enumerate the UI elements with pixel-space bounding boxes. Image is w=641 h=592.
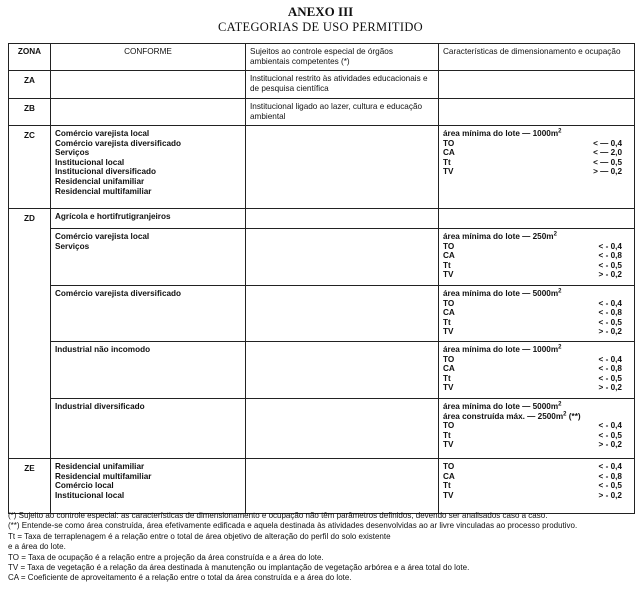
caracteristica-value: < - 0,8 [598,364,622,374]
caracteristica-value: > - 0,2 [598,383,622,393]
table-row [9,99,635,126]
caracteristica-value [622,345,630,355]
caracteristica-value: > - 0,2 [598,440,622,450]
caracteristica-label: CA [443,364,455,374]
footnotes [8,511,638,584]
caracteristica-label: TO [443,241,455,251]
footnote: (**) Entende-se como área construída, área efetivamente edificada e aquela destinada às atividades desenvolvidas ao ar livre vinculadas ao processo produtivo. [8,521,578,531]
conforme-item: Serviços [55,241,90,251]
caracteristica-label: CA [443,308,455,318]
conforme-item: Comércio local [55,481,114,491]
caracteristica-label: CA [443,471,455,481]
caracteristica-line [443,242,630,252]
annex-subtitle: CATEGORIAS DE USO PERMITIDO [218,20,423,34]
sujeitos-cell [246,209,439,229]
caracteristicas-cell [439,399,635,459]
caracteristica-label: área mínima do lote — $1000m^2$ [443,128,562,138]
caracteristica-line [443,289,630,299]
caracteristica-value: < - 0,5 [598,481,622,491]
caracteristica-label: TV [443,270,454,280]
caracteristica-label: Tt [443,373,451,383]
caracteristica-label: TV [443,327,454,337]
zona-cell: ZC [9,126,51,209]
caracteristica-value: < - 0,4 [598,354,622,364]
caracteristicas-cell [439,229,635,286]
caracteristica-line [443,251,630,261]
conforme-item: Comércio varejista local [55,232,150,241]
conforme-cell [51,209,246,229]
footnote: Tt = Taxa de terraplenagem é a relação entre o total de área objetivo de alteração do perfil do solo existente [8,531,391,541]
zona-cell: ZB [9,99,51,126]
caracteristica-line [443,491,630,501]
conforme-item: Industrial diversificado [55,402,145,411]
caracteristica-line [443,374,630,384]
caracteristicas-cell [439,71,635,99]
footnote: TV = Taxa de vegetação é a relação da área destinada à manutenção ou implantação de vegetação arbórea e a área total do lote. [8,563,470,573]
conforme-item: Residencial multifamiliar [55,471,152,481]
caracteristica-value: < - 0,5 [598,317,622,327]
caracteristica-value: < - 0,4 [598,462,622,471]
sujeitos-cell [246,459,439,514]
caracteristica-value: < — 2,0 [593,148,622,158]
header-caracteristicas: Características de dimensionamento e ocupação [439,44,635,71]
caracteristica-line [443,167,630,177]
conforme-cell [51,399,246,459]
sujeitos-cell [246,126,439,209]
caracteristica-line [443,355,630,365]
conforme-item: Institucional local [55,157,125,167]
caracteristica-value: < - 0,4 [598,241,622,251]
caracteristica-label: Tt [443,430,451,440]
caracteristica-label: TO [443,354,455,364]
caracteristica-label: Tt [443,317,451,327]
footnote: (*) Sujeito ao controle especial: as características de dimensionamento e ocupação não têm parâmetros definidos, devendo ser analisados caso a caso. [8,511,548,520]
caracteristica-value: < — 0,4 [593,138,622,148]
caracteristica-value: < - 0,8 [598,471,622,481]
caracteristica-value: < - 0,4 [598,298,622,308]
caracteristica-line [443,261,630,271]
caracteristica-line [443,345,630,355]
caracteristica-line [443,318,630,328]
caracteristica-label: TO [443,462,455,471]
sujeitos-cell [246,342,439,399]
caracteristica-label: Tt [443,157,451,167]
conforme-item: Comércio varejista diversificado [55,289,182,298]
caracteristica-label: TV [443,383,454,393]
footnote: TO = Taxa de ocupação é a relação entre a projeção da área construída e a área do lote. [8,552,324,562]
caracteristica-line [443,139,630,149]
caracteristica-line [443,148,630,158]
caracteristica-label: CA [443,251,455,261]
sujeitos-cell [246,286,439,342]
caracteristica-value: < - 0,4 [598,421,622,431]
caracteristica-value: < — 0,5 [593,157,622,167]
conforme-item: Industrial não incomodo [55,345,151,354]
caracteristica-line [443,462,630,472]
conforme-item: Residencial unifamiliar [55,462,145,471]
conforme-item: Institucional diversificado [55,167,157,177]
table-row [9,342,635,399]
caracteristica-label: área construída máx. — $2500m^2$ (**) [443,410,581,421]
conforme-item: Comércio varejista local [55,129,150,138]
caracteristica-value: > — 0,2 [593,167,622,177]
caracteristica-label: CA [443,148,455,158]
conforme-cell [51,71,246,99]
footnote: CA = Coeficiente de aproveitamento é a relação entre o total da área construída e a área do lote. [8,573,352,583]
conforme-cell [51,126,246,209]
caracteristica-line [443,299,630,309]
caracteristica-line [443,364,630,374]
table-header [9,44,635,71]
caracteristica-value [622,289,630,299]
zona-cell: ZA [9,71,51,99]
caracteristica-value: > - 0,2 [598,490,622,500]
caracteristica-line [443,472,630,482]
caracteristica-line [443,270,630,280]
annex-title: ANEXO III [287,4,354,19]
caracteristica-value: < - 0,8 [598,251,622,261]
usage-table [8,43,635,514]
caracteristica-value: > - 0,2 [598,327,622,337]
caracteristicas-cell [439,209,635,229]
caracteristica-value [622,412,630,422]
caracteristica-line [443,232,630,242]
footnote: e a área do lote. [8,542,66,552]
caracteristica-line [443,129,630,139]
table-row [9,459,635,514]
caracteristica-line [443,440,630,450]
caracteristicas-cell [439,126,635,209]
caracteristicas-cell [439,459,635,514]
caracteristica-line [443,158,630,168]
header-conforme: CONFORME [51,44,246,71]
conforme-item: Institucional local [55,490,125,500]
caracteristica-line [443,308,630,318]
caracteristica-value [622,232,630,242]
zona-cell: ZD [9,209,51,459]
sujeitos-cell [246,229,439,286]
conforme-cell [51,99,246,126]
caracteristica-label: TV [443,167,454,177]
caracteristica-line [443,327,630,337]
caracteristica-value: < - 0,5 [598,430,622,440]
caracteristica-line [443,412,630,422]
caracteristica-label: área mínima do lote — $250m^2$ [443,231,557,241]
conforme-item: Comércio varejista diversificado [55,138,182,148]
caracteristica-line [443,431,630,441]
caracteristica-label: Tt [443,481,451,491]
table-row [9,209,635,229]
sujeitos-cell: Institucional restrito às atividades educacionais e de pesquisa científica [246,71,439,99]
caracteristica-value [622,129,630,139]
caracteristica-line [443,383,630,393]
caracteristicas-cell [439,99,635,126]
conforme-item: Serviços [55,148,90,158]
table-row [9,229,635,286]
table-row [9,126,635,209]
caracteristica-label: área mínima do lote — $5000m^2$ [443,401,562,411]
conforme-cell [51,229,246,286]
table-row [9,399,635,459]
caracteristicas-cell [439,286,635,342]
zona-cell: ZE [9,459,51,514]
caracteristica-value: > - 0,2 [598,270,622,280]
caracteristica-label: TO [443,421,455,431]
caracteristicas-cell [439,342,635,399]
header-zona: ZONA [9,44,51,71]
caracteristica-line [443,481,630,491]
table-row [9,71,635,99]
caracteristica-value: < - 0,8 [598,308,622,318]
caracteristica-value: < - 0,5 [598,260,622,270]
caracteristica-label: TO [443,138,455,148]
conforme-cell [51,286,246,342]
caracteristica-label: Tt [443,260,451,270]
conforme-cell [51,459,246,514]
conforme-item: Agrícola e hortifrutigranjeiros [55,212,171,221]
caracteristica-line [443,421,630,431]
sujeitos-cell [246,399,439,459]
conforme-cell [51,342,246,399]
caracteristica-label: TO [443,298,455,308]
conforme-item: Residencial multifamiliar [55,186,152,196]
caracteristica-label: TV [443,440,454,450]
sujeitos-cell: Institucional ligado ao lazer, cultura e educação ambiental [246,99,439,126]
table-row [9,286,635,342]
caracteristica-line [443,402,630,412]
caracteristica-label: área mínima do lote — $1000m^2$ [443,344,562,354]
conforme-item: Residencial unifamiliar [55,176,145,186]
caracteristica-label: TV [443,490,454,500]
caracteristica-value: < - 0,5 [598,373,622,383]
header-sujeitos: Sujeitos ao controle especial de órgãos ambientais competentes (*) [246,44,439,71]
caracteristica-value [622,402,630,412]
caracteristica-label: área mínima do lote — $5000m^2$ [443,288,562,298]
